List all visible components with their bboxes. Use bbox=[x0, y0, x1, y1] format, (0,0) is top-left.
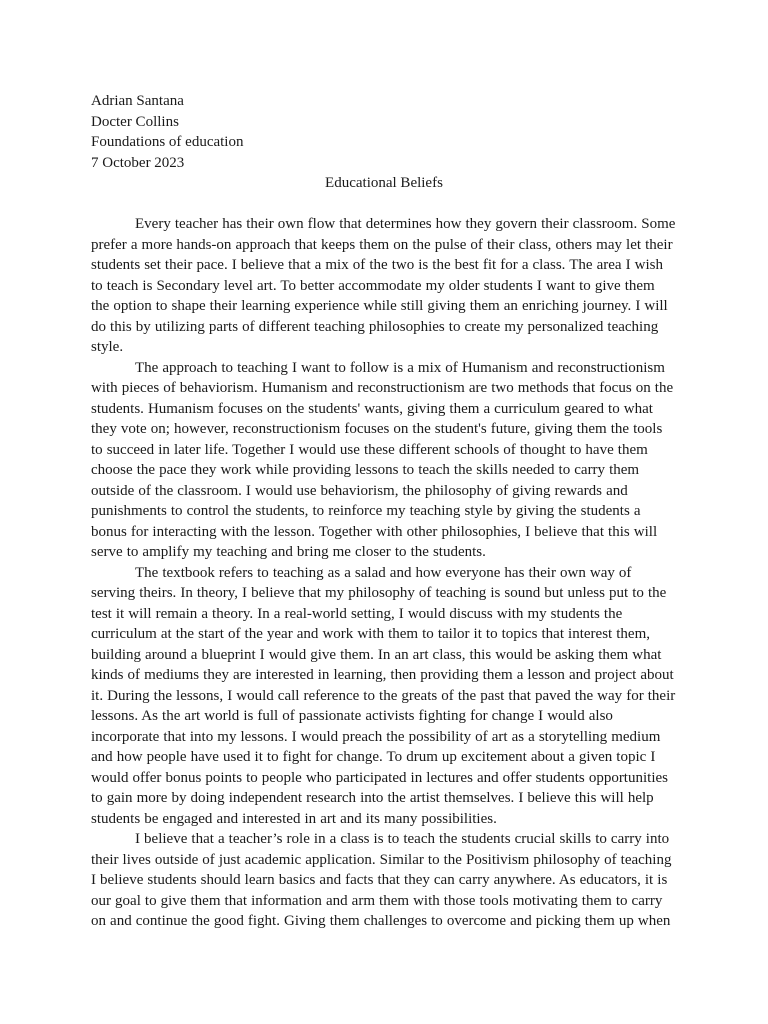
paragraph-4: I believe that a teacher’s role in a class is to teach the students crucial skills to carry into their lives outside of just academic application. Similar to the Positivism philosophy of teaching I believe students should learn basics and facts that they can carry anywhere. As educators, it is our goal to give them that information and arm them with those tools motivating them to carry on and continue the good fight. Giving them challenges to overcome and picking them up when bbox=[91, 831, 672, 929]
essay-body bbox=[91, 91, 677, 932]
title-spacer bbox=[91, 194, 677, 215]
paragraph-2: The approach to teaching I want to follow is a mix of Humanism and reconstructionism with pieces of behaviorism. Humanism and reconstructionism are two methods that focus on the students. Humanism focuses on the students' wants, giving them a curriculum geared to what they vote on; however, reconstructionism focuses on the student's future, giving them the tools to succeed in later life. Together I would use these different schools of thought to have them choose the pace they work while providing lessons to teach the skills needed to carry them outside of the classroom. I would use behaviorism, the philosophy of giving rewards and punishments to control the students, to reinforce my teaching style by giving the students a bonus for interacting with the lesson. Together with other philosophies, I believe that this will serve to amplify my teaching and bring me closer to the students. bbox=[91, 359, 674, 560]
paragraph-3: The textbook refers to teaching as a salad and how everyone has their own way of serving theirs. In theory, I believe that my philosophy of teaching is sound but unless put to the test it will remain a theory. In a real-world setting, I would discuss with my students the curriculum at the start of the year and work with them to tailor it to topics that interest them, building around a blueprint I would give them. In an art class, this would be asking them what kinds of mediums they are interested in learning, then providing them a lesson and project about it. During the lessons, I would call reference to the greats of the past that paved the way for their lessons. As the art world is full of passionate activists fighting for change I would also incorporate that into my lessons. I would preach the possibility of art as a storytelling medium and how people have used it to fight for change. To drum up excitement about a given topic I would offer bonus points to people who participated in lectures and offer students opportunities to gain more by doing independent research into the artist themselves. I believe this will help students be engaged and interested in art and its many possibilities. bbox=[91, 564, 676, 827]
instructor-name: Docter Collins bbox=[91, 113, 179, 130]
course-name: Foundations of education bbox=[91, 134, 244, 150]
essay-date: 7 October 2023 bbox=[91, 154, 185, 171]
paragraph-1: Every teacher has their own flow that determines how they govern their classroom. Some prefer a more hands-on approach that keeps them on the pulse of their class, others may let their students set their pace. I believe that a mix of the two is the best fit for a class. The area I wish to teach is Secondary level art. To better accommodate my older students I want to give them the option to shape their learning experience while still giving them an enriching journey. I will do this by utilizing parts of different teaching philosophies to create my personalized teaching style. bbox=[91, 216, 676, 355]
author-name: Adrian Santana bbox=[91, 93, 184, 109]
essay-title: Educational Beliefs bbox=[325, 175, 443, 191]
